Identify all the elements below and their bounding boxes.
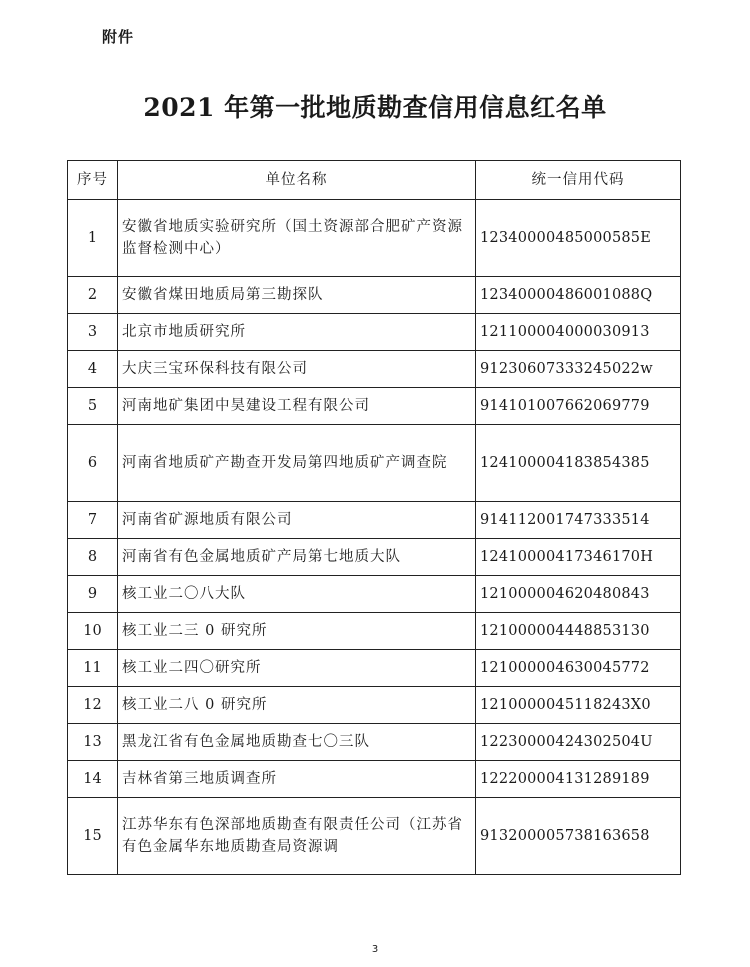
table-row (68, 502, 681, 539)
row-number: 5 (68, 388, 118, 425)
unit-name: 河南省有色金属地质矿产局第七地质大队 (118, 539, 476, 576)
row-number: 4 (68, 351, 118, 388)
row-number: 2 (68, 277, 118, 314)
row-number: 13 (68, 724, 118, 761)
table-row (68, 650, 681, 687)
credit-code: 121100004000030913 (476, 314, 681, 351)
row-number: 10 (68, 613, 118, 650)
table-container (67, 160, 681, 936)
unit-name: 核工业二四〇研究所 (118, 650, 476, 687)
table-row (68, 277, 681, 314)
row-number: 6 (68, 425, 118, 502)
row-number: 14 (68, 761, 118, 798)
credit-code: 121000004630045772 (476, 650, 681, 687)
row-number: 8 (68, 539, 118, 576)
unit-name: 大庆三宝环保科技有限公司 (118, 351, 476, 388)
unit-name: 安徽省地质实验研究所（国土资源部合肥矿产资源监督检测中心） (118, 200, 476, 277)
table-header-row (68, 161, 681, 200)
unit-name: 河南省地质矿产勘查开发局第四地质矿产调查院 (118, 425, 476, 502)
credit-code: 124100004183854385 (476, 425, 681, 502)
column-header-unit-name: 单位名称 (118, 161, 476, 200)
document-title: 2021 年第一批地质勘查信用信息红名单 (143, 93, 607, 122)
column-header-credit-code: 统一信用代码 (476, 161, 681, 200)
row-number: 9 (68, 576, 118, 613)
row-number: 15 (68, 798, 118, 875)
table-row (68, 388, 681, 425)
credit-code: 12230000424302504U (476, 724, 681, 761)
credit-code: 914112001747333514 (476, 502, 681, 539)
row-number: 3 (68, 314, 118, 351)
table-row (68, 724, 681, 761)
attachment-label: 附件 (102, 28, 135, 46)
row-number: 1 (68, 200, 118, 277)
unit-name: 吉林省第三地质调查所 (118, 761, 476, 798)
unit-name: 核工业二〇八大队 (118, 576, 476, 613)
credit-code: 91230607333245022w (476, 351, 681, 388)
credit-code: 914101007662069779 (476, 388, 681, 425)
credit-code: 121000004448853130 (476, 613, 681, 650)
table-row (68, 539, 681, 576)
credit-code: 121000004620480843 (476, 576, 681, 613)
credit-code: 122200004131289189 (476, 761, 681, 798)
page-number: 3 (371, 944, 379, 955)
unit-name: 核工业二三 0 研究所 (118, 613, 476, 650)
table-row (68, 314, 681, 351)
table-row (68, 687, 681, 724)
red-list-table (67, 160, 681, 875)
row-number: 11 (68, 650, 118, 687)
row-number: 12 (68, 687, 118, 724)
unit-name: 黑龙江省有色金属地质勘查七〇三队 (118, 724, 476, 761)
credit-code: 12340000486001088Q (476, 277, 681, 314)
credit-code: 913200005738163658 (476, 798, 681, 875)
credit-code: 12340000485000585E (476, 200, 681, 277)
table-row (68, 200, 681, 277)
unit-name: 安徽省煤田地质局第三勘探队 (118, 277, 476, 314)
column-header-number: 序号 (68, 161, 118, 200)
table-row (68, 425, 681, 502)
table-row (68, 351, 681, 388)
table-row (68, 576, 681, 613)
unit-name: 北京市地质研究所 (118, 314, 476, 351)
unit-name: 核工业二八 0 研究所 (118, 687, 476, 724)
row-number: 7 (68, 502, 118, 539)
credit-code: 1210000045118243X0 (476, 687, 681, 724)
credit-code: 12410000417346170H (476, 539, 681, 576)
table-row (68, 613, 681, 650)
table-row (68, 761, 681, 798)
unit-name: 河南地矿集团中昊建设工程有限公司 (118, 388, 476, 425)
unit-name: 河南省矿源地质有限公司 (118, 502, 476, 539)
table-row (68, 798, 681, 875)
unit-name: 江苏华东有色深部地质勘查有限责任公司（江苏省有色金属华东地质勘查局资源调 (118, 798, 476, 875)
